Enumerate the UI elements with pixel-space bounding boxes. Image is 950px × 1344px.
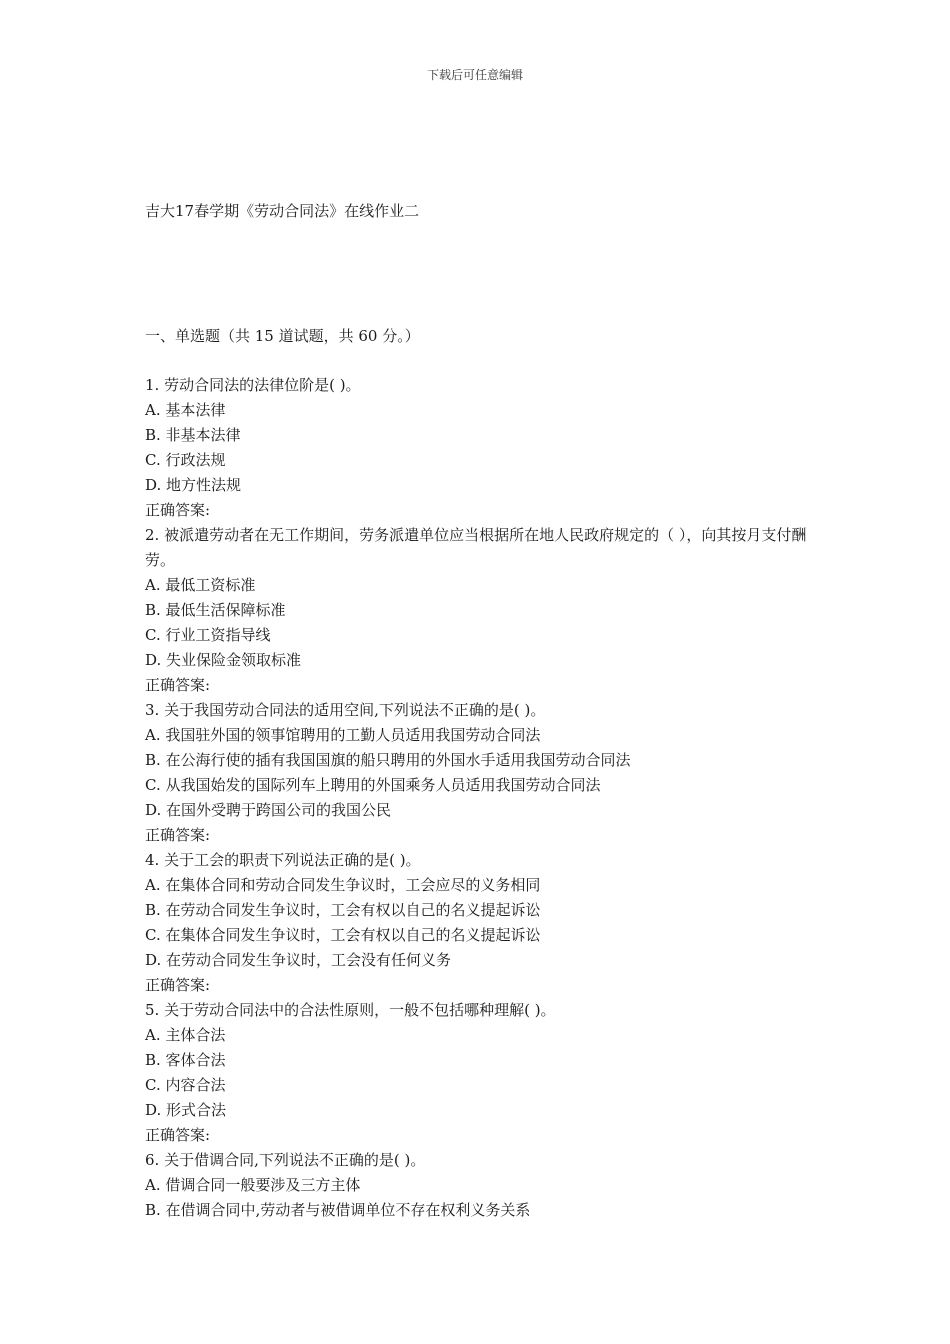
question-option: A. 最低工资标准 bbox=[145, 576, 256, 594]
question-list bbox=[145, 373, 815, 1223]
question-item bbox=[145, 848, 815, 998]
question-option: D. 在劳动合同发生争议时，工会没有任何义务 bbox=[145, 951, 452, 969]
question-stem: 2. 被派遣劳动者在无工作期间，劳务派遣单位应当根据所在地人民政府规定的（ ），向其按月支付酬劳。 bbox=[145, 526, 807, 569]
question-item bbox=[145, 523, 815, 698]
question-option: B. 非基本法律 bbox=[145, 426, 241, 444]
question-option: A. 在集体合同和劳动合同发生争议时，工会应尽的义务相同 bbox=[145, 876, 541, 894]
question-option: B. 在劳动合同发生争议时，工会有权以自己的名义提起诉讼 bbox=[145, 901, 541, 919]
question-option: A. 我国驻外国的领事馆聘用的工勤人员适用我国劳动合同法 bbox=[145, 726, 541, 744]
question-option: D. 地方性法规 bbox=[145, 476, 242, 494]
question-item bbox=[145, 373, 815, 523]
answer-label: 正确答案: bbox=[145, 1126, 211, 1144]
answer-label: 正确答案: bbox=[145, 676, 211, 694]
question-option: A. 基本法律 bbox=[145, 401, 226, 419]
section-heading: 一、单选题（共 15 道试题，共 60 分。） bbox=[145, 327, 420, 345]
question-option: D. 形式合法 bbox=[145, 1101, 227, 1119]
question-option: D. 失业保险金领取标准 bbox=[145, 651, 302, 669]
document-title: 吉大17春学期《劳动合同法》在线作业二 bbox=[145, 202, 420, 220]
question-option: C. 行政法规 bbox=[145, 451, 226, 469]
question-stem: 1. 劳动合同法的法律位阶是( )。 bbox=[145, 376, 361, 394]
question-item bbox=[145, 1148, 815, 1223]
question-option: B. 在公海行使的插有我国国旗的船只聘用的外国水手适用我国劳动合同法 bbox=[145, 751, 631, 769]
question-option: A. 主体合法 bbox=[145, 1026, 226, 1044]
question-option: C. 行业工资指导线 bbox=[145, 626, 271, 644]
question-option: B. 最低生活保障标准 bbox=[145, 601, 286, 619]
question-option: B. 在借调合同中,劳动者与被借调单位不存在权利义务关系 bbox=[145, 1201, 531, 1219]
question-stem: 3. 关于我国劳动合同法的适用空间,下列说法不正确的是( )。 bbox=[145, 701, 546, 719]
question-option: C. 内容合法 bbox=[145, 1076, 226, 1094]
question-stem: 6. 关于借调合同,下列说法不正确的是( )。 bbox=[145, 1151, 426, 1169]
answer-label: 正确答案: bbox=[145, 976, 211, 994]
question-option: C. 在集体合同发生争议时，工会有权以自己的名义提起诉讼 bbox=[145, 926, 541, 944]
header-note: 下载后可任意编辑 bbox=[426, 68, 523, 82]
question-option: D. 在国外受聘于跨国公司的我国公民 bbox=[145, 801, 392, 819]
answer-label: 正确答案: bbox=[145, 826, 211, 844]
question-item bbox=[145, 698, 815, 848]
question-option: B. 客体合法 bbox=[145, 1051, 226, 1069]
question-stem: 4. 关于工会的职责下列说法正确的是( )。 bbox=[145, 851, 421, 869]
answer-label: 正确答案: bbox=[145, 501, 211, 519]
question-option: A. 借调合同一般要涉及三方主体 bbox=[145, 1176, 361, 1194]
question-option: C. 从我国始发的国际列车上聘用的外国乘务人员适用我国劳动合同法 bbox=[145, 776, 601, 794]
question-stem: 5. 关于劳动合同法中的合法性原则，一般不包括哪种理解( )。 bbox=[145, 1001, 556, 1019]
question-item bbox=[145, 998, 815, 1148]
